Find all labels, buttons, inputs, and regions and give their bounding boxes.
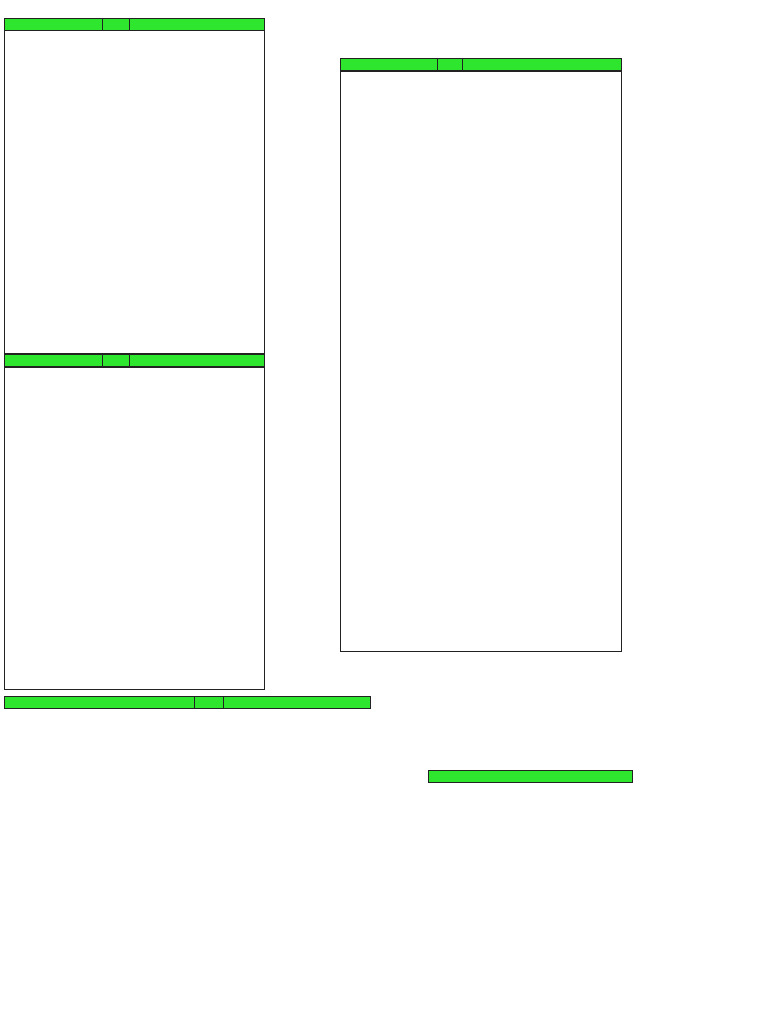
tipo-title [5, 697, 195, 708]
trig-header [5, 19, 264, 31]
deriv-table [4, 354, 265, 690]
trig-table [4, 18, 265, 354]
deriv-header [5, 355, 264, 367]
integ-header [341, 59, 621, 71]
sumas-header [428, 770, 633, 783]
integ-subheader [341, 71, 621, 72]
trig-title [5, 19, 103, 30]
deriv-subheader [5, 367, 264, 368]
integ-title [341, 59, 438, 70]
sumas-section [428, 770, 633, 896]
tipo-header [4, 696, 371, 709]
deriv-title [5, 355, 103, 366]
tipo-table [4, 696, 371, 970]
integ-table [340, 58, 622, 652]
sumas-title [429, 771, 632, 782]
